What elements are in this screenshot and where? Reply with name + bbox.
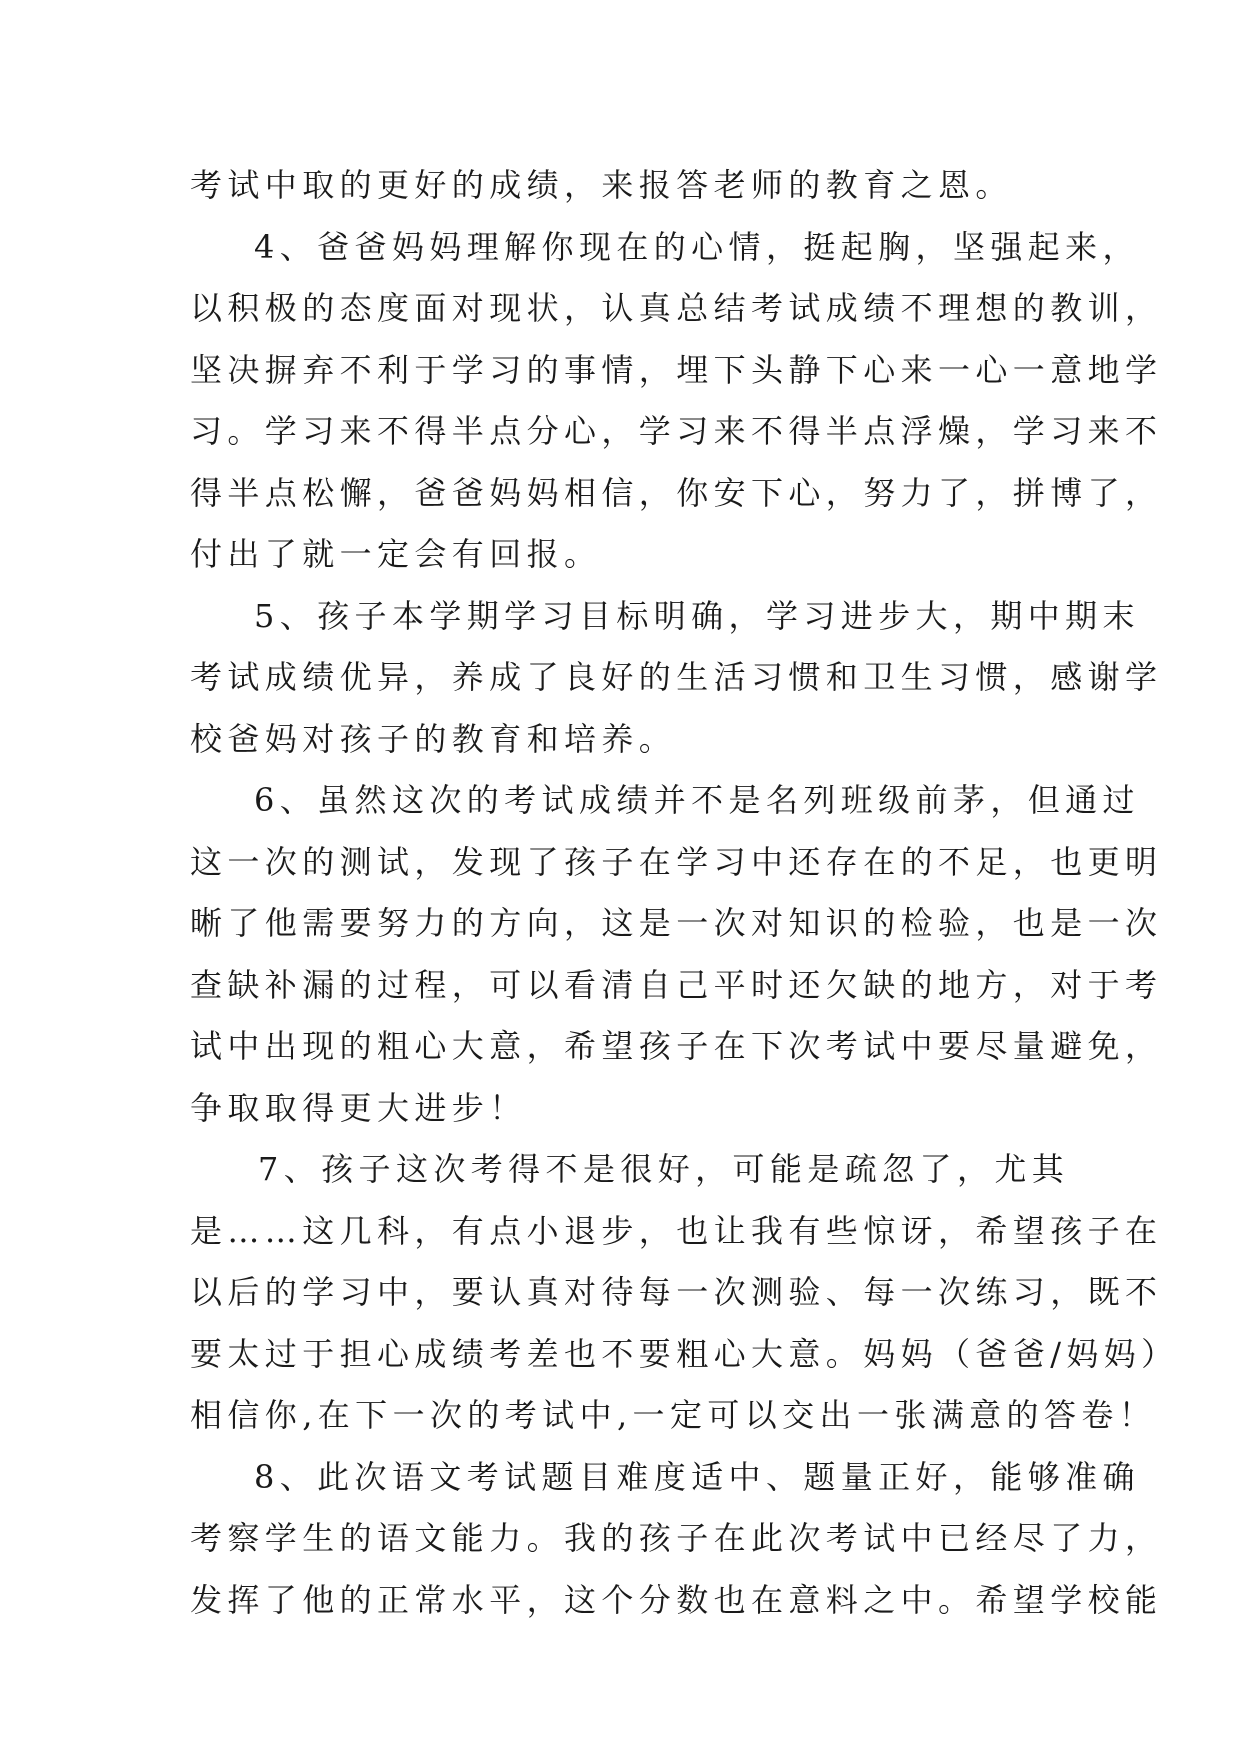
text-line: 得半点松懈，爸爸妈妈相信，你安下心，努力了，拼博了， (190, 473, 1163, 512)
text-line: 考试成绩优异，养成了良好的生活习惯和卫生习惯，感谢学 (190, 658, 1163, 696)
paragraph-7-start: 7、孩子这次考得不是很好，可能是疏忽了，尤其 (258, 1150, 1070, 1188)
text-line: 相信你,在下一次的考试中,一定可以交出一张满意的答卷！ (190, 1396, 1157, 1434)
paragraph-8-start: 8、此次语文考试题目难度适中、题量正好，能够准确 (254, 1457, 1140, 1496)
paragraph-6-start: 6、虽然这次的考试成绩并不是名列班级前茅，但通过 (254, 781, 1140, 819)
text-line: 考察学生的语文能力。我的孩子在此次考试中已经尽了力， (190, 1519, 1163, 1557)
text-line: 查缺补漏的过程，可以看清自己平时还欠缺的地方，对于考 (190, 965, 1163, 1004)
paragraph-5-start: 5、孩子本学期学习目标明确，学习进步大，期中期末 (254, 596, 1140, 635)
text-line: 考试中取的更好的成绩，来报答老师的教育之恩。 (190, 166, 1013, 204)
text-line: 习。学习来不得半点分心，学习来不得半点浮燥，学习来不 (190, 412, 1163, 450)
paragraph-4-start: 4、爸爸妈妈理解你现在的心情，挺起胸，坚强起来， (254, 227, 1140, 266)
text-line: 这一次的测试，发现了孩子在学习中还存在的不足，也更明 (190, 842, 1163, 881)
text-line: 校爸妈对孩子的教育和培养。 (190, 719, 677, 758)
text-line: 晰了他需要努力的方向，这是一次对知识的检验，也是一次 (190, 904, 1163, 942)
text-line: 付出了就一定会有回报。 (190, 535, 602, 573)
text-line: 是……这几科，有点小退步，也让我有些惊讶，希望孩子在 (190, 1211, 1163, 1250)
text-line: 发挥了他的正常水平，这个分数也在意料之中。希望学校能 (190, 1580, 1163, 1619)
text-line: 争取取得更大进步！ (190, 1088, 527, 1127)
body-text (190, 155, 1179, 1631)
text-line: 以积极的态度面对现状，认真总结考试成绩不理想的教训， (190, 289, 1163, 327)
text-line: 试中出现的粗心大意，希望孩子在下次考试中要尽量避免， (190, 1027, 1163, 1065)
text-line: 坚决摒弃不利于学习的事情，埋下头静下心来一心一意地学 (190, 350, 1163, 389)
text-line: 要太过于担心成绩考差也不要粗心大意。妈妈（爸爸/妈妈） (190, 1334, 1179, 1373)
text-line: 以后的学习中，要认真对待每一次测验、每一次练习，既不 (190, 1273, 1163, 1311)
